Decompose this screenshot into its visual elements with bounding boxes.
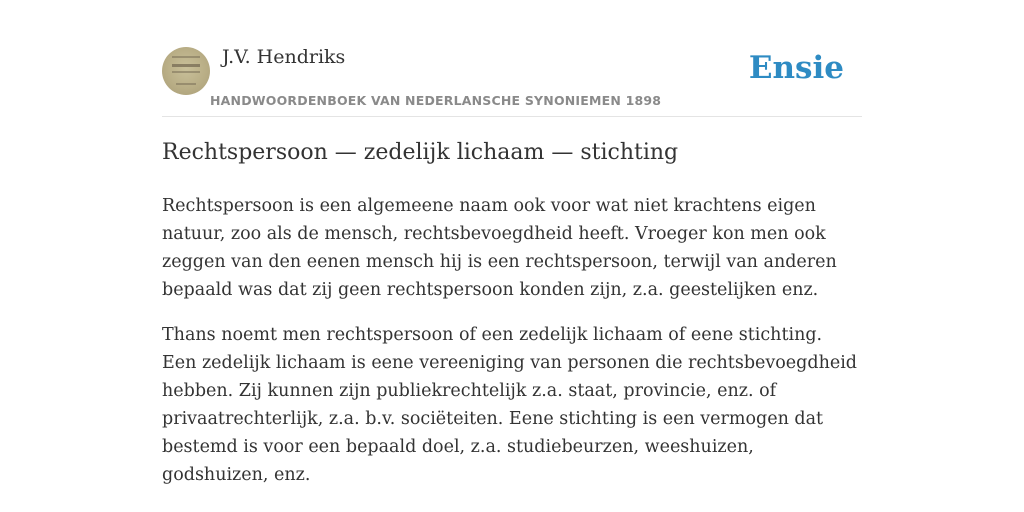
header	[162, 46, 862, 117]
source-title[interactable]: HANDWOORDENBOEK VAN NEDERLANSCHE SYNONIEMEN 1898	[210, 93, 662, 108]
entry-title: Rechtspersoon — zedelijk lichaam — stichting	[162, 140, 679, 165]
author-name[interactable]: J.V. Hendriks	[222, 46, 346, 68]
entry-paragraph: Rechtspersoon is een algemeene naam ook voor wat niet krachtens eigen natuur, zoo als de mensch, rechtsbevoegdheid heeft. Vroeger kon men ook zeggen van den eenen mensch hij is een rechtspersoon, terwijl van anderen bepaald was dat zij geen rechtspersoon konden zijn, z.a. geestelijken enz.	[162, 196, 837, 300]
brand-logo[interactable]: Ensie	[748, 50, 844, 86]
entry-paragraph: Thans noemt men rechtspersoon of een zedelijk lichaam of eene stichting. Een zedelijk lichaam is eene vereeniging van personen die rechtsbevoegdheid hebben. Zij kunnen zijn publiekrechtelijk z.a. staat, provincie, enz. of privaatrechterlijk, z.a. b.v. sociëteiten. Eene stichting is een vermogen dat bestemd is voor een bepaald doel, z.a. studiebeurzen, weeshuizen, godshuizen, enz.	[162, 325, 857, 485]
entry-body	[162, 192, 862, 506]
book-cover-icon[interactable]	[162, 47, 210, 95]
